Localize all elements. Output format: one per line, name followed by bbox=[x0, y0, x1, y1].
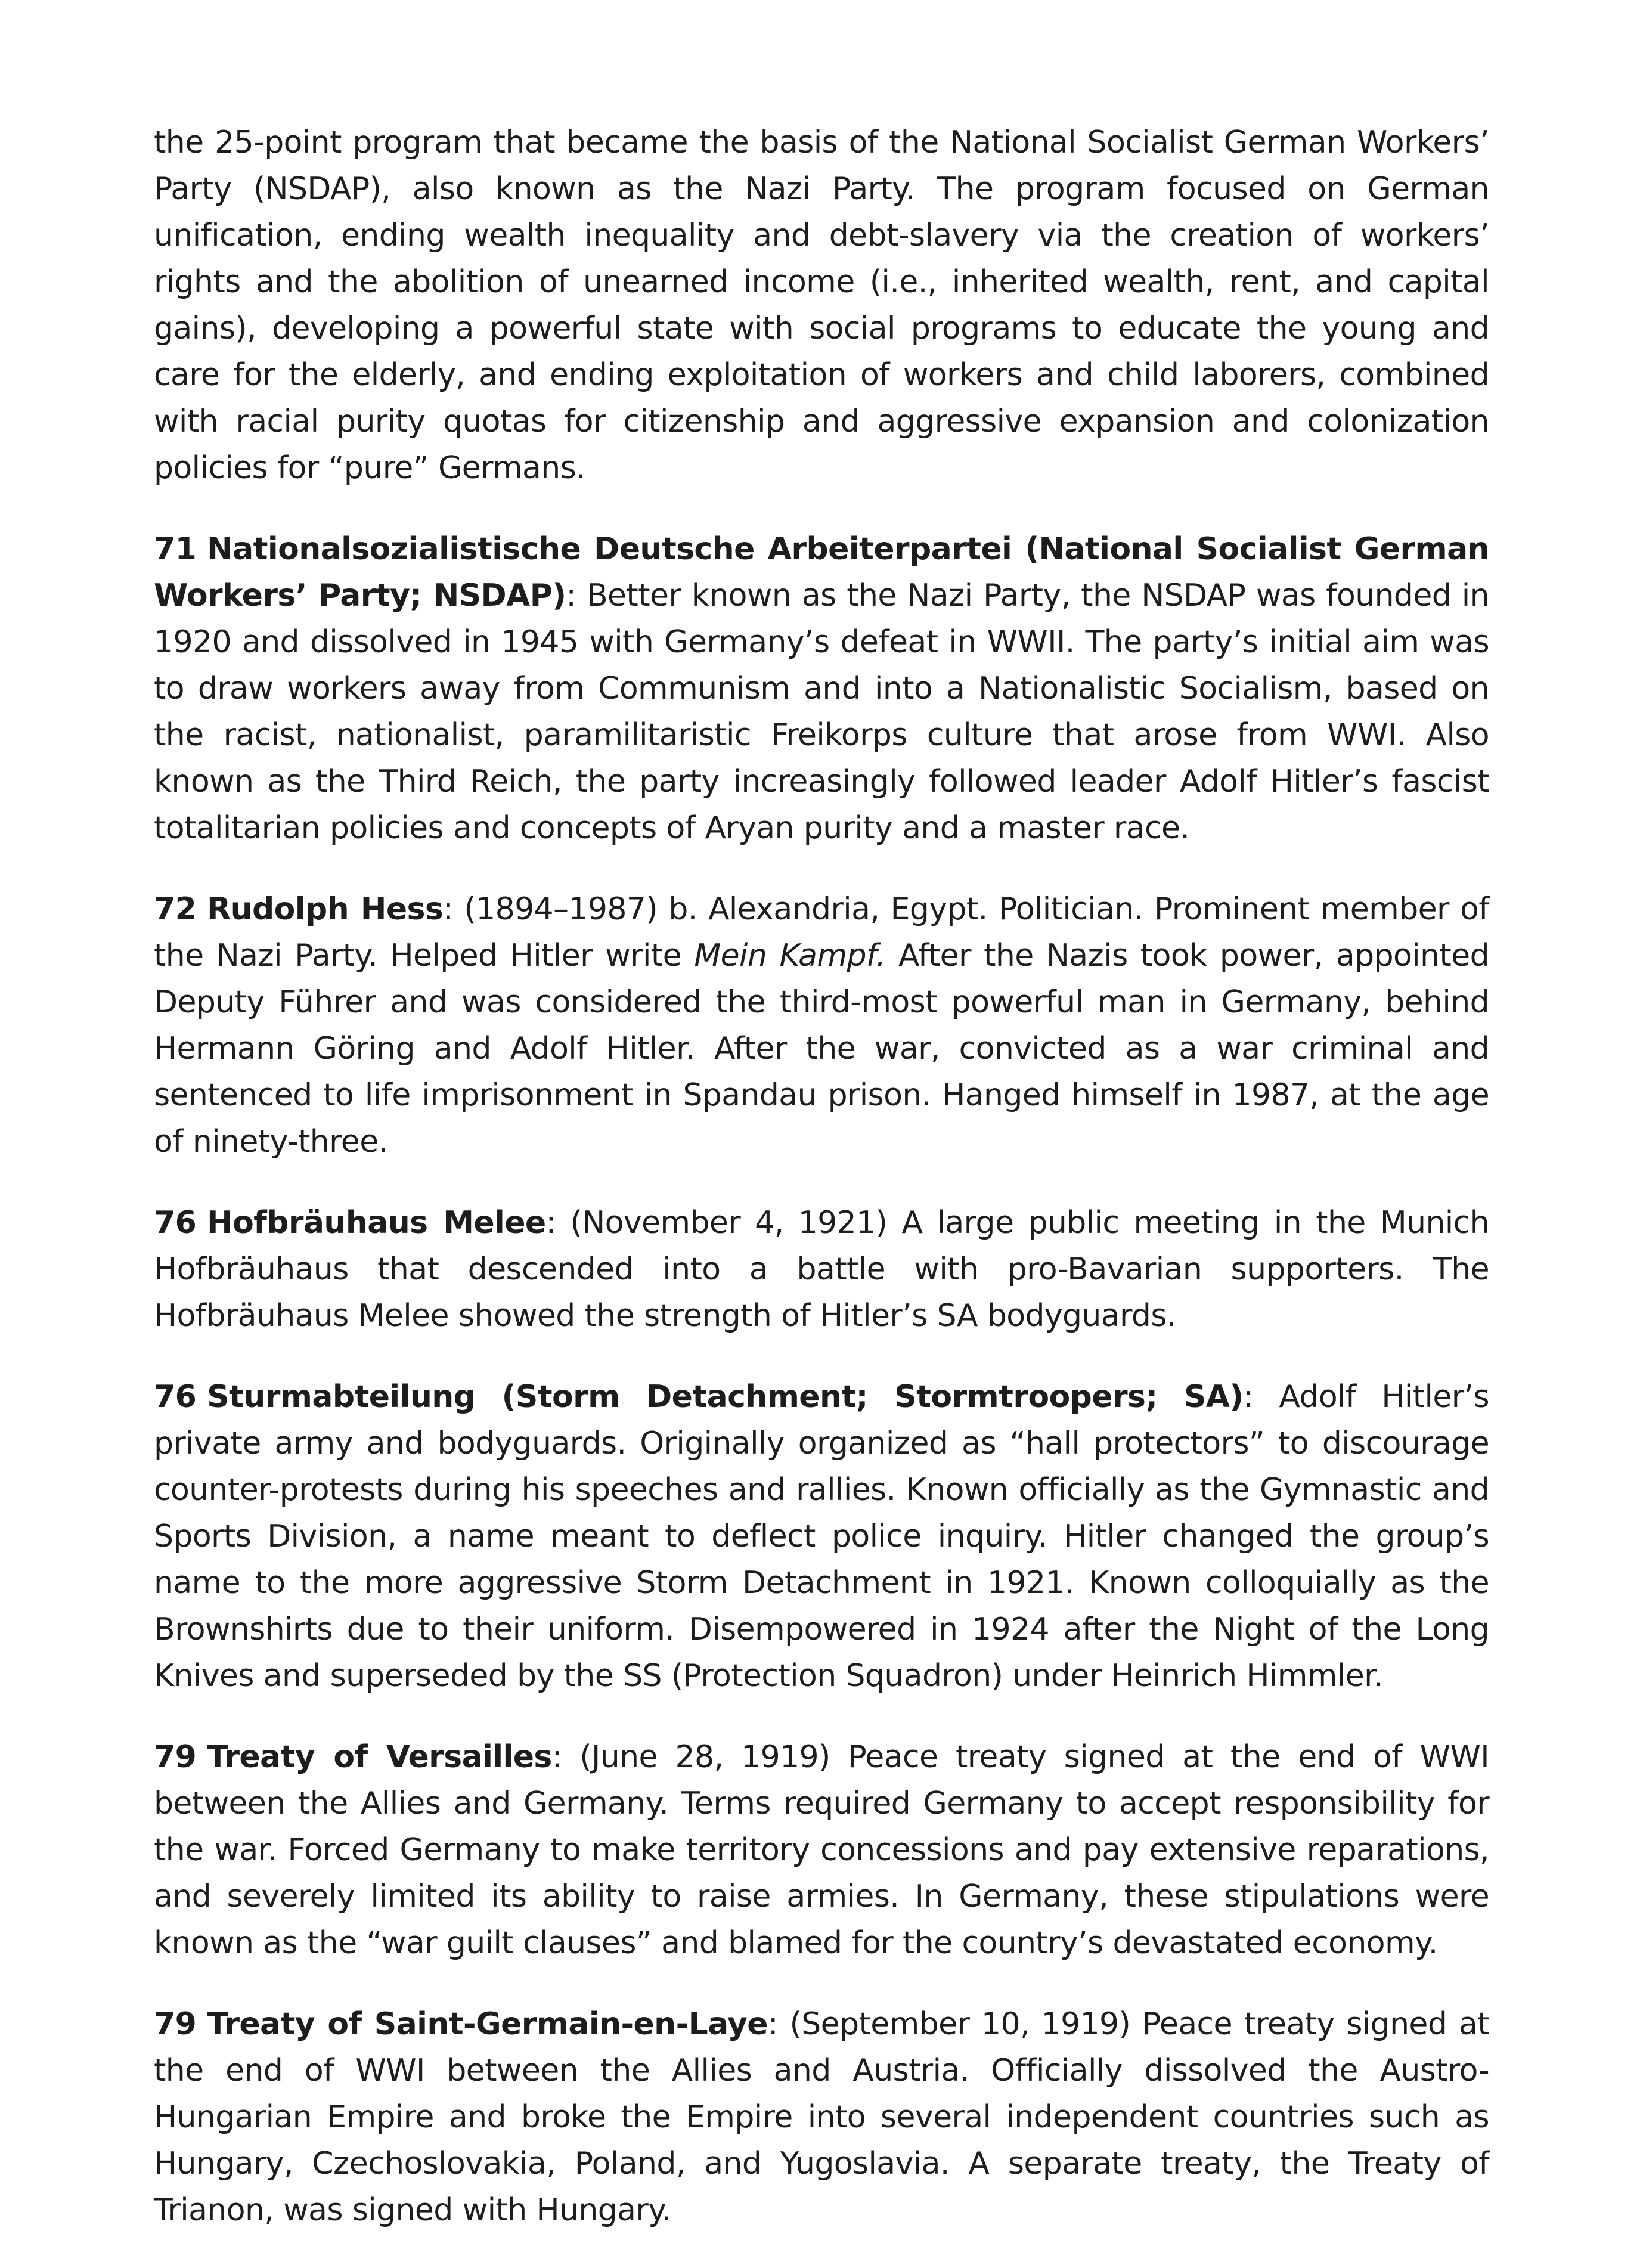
page-reference: 76 bbox=[154, 1205, 197, 1241]
entry-definition: : (November 4, 1921) A large public meeting in the Munich Hofbräuhaus that descended into a battle with pro-Bavarian supporters. The Hofbräuhaus Melee showed the strength of Hitler’s SA bodyguards. bbox=[154, 1205, 1489, 1334]
entry-term: Hofbräuhaus Melee bbox=[207, 1205, 546, 1241]
page-reference: 79 bbox=[154, 1739, 197, 1775]
glossary-entry-treaty-of-saint-germain bbox=[154, 2001, 1489, 2233]
entry-definition: : Better known as the Nazi Party, the NSDAP was founded in 1920 and dissolved in 1945 with Germany’s defeat in WWII. The party’s initial aim was to draw workers away from Communism and into a Nationalistic Socialism, based on the racist, nationalist, paramilitaristic Freikorps culture that arose from WWI. Also known as the Third Reich, the party increasingly followed leader Adolf Hitler’s fascist totalitarian policies and concepts of Aryan purity and a master race. bbox=[154, 578, 1489, 846]
document-page bbox=[154, 119, 1489, 2268]
glossary-entry-nsdap bbox=[154, 526, 1489, 851]
glossary-entry-treaty-of-versailles bbox=[154, 1734, 1489, 1966]
entry-term: Treaty of Saint-Germain-en-Laye bbox=[207, 2006, 768, 2042]
book-title: Mein Kampf. bbox=[694, 938, 886, 974]
intro-text: the 25-point program that became the basis of the National Socialist German Workers’ Party (NSDAP), also known as the Nazi Party. The program focused on German unification, ending wealth inequality and debt-slavery via the creation of workers’ rights and the abolition of unearned income (i.e., inherited wealth, rent, and capital gains), developing a powerful state with social programs to educate the young and care for the elderly, and ending exploitation of workers and child laborers, combined with racial purity quotas for citizenship and aggressive expansion and colonization policies for “pure” Germans. bbox=[154, 125, 1489, 486]
glossary-entry-hofbrauhaus-melee bbox=[154, 1200, 1489, 1339]
page-reference: 79 bbox=[154, 2006, 197, 2042]
entry-definition: : (September 10, 1919) Peace treaty signed at the end of WWI between the Allies and Austria. Officially dissolved the Austro-Hungarian Empire and broke the Empire into several independent countries such as Hungary, Czechoslovakia, Poland, and Yugoslavia. A separate treaty, the Treaty of Trianon, was signed with Hungary. bbox=[154, 2006, 1489, 2228]
entry-definition-part-1: : (1894–1987) b. Alexandria, Egypt. Politician. Prominent member of the Nazi Party. Helped Hitler write bbox=[154, 891, 1490, 974]
entry-term: Treaty of Versailles bbox=[207, 1739, 552, 1775]
entry-term: Nationalsozialistische Deutsche Arbeiterpartei (National Socialist German Workers’ Party; NSDAP) bbox=[154, 531, 1489, 614]
glossary-entry-sturmabteilung bbox=[154, 1374, 1489, 1699]
entry-definition: : (June 28, 1919) Peace treaty signed at the end of WWI between the Allies and Germany. Terms required Germany to accept responsibility for the war. Forced Germany to make territory concessions and pay extensive reparations, and severely limited its ability to raise armies. In Germany, these stipulations were known as the “war guilt clauses” and blamed for the country’s devastated economy. bbox=[154, 1739, 1489, 1961]
page-reference: 71 bbox=[154, 531, 197, 567]
entry-term: Sturmabteilung (Storm Detachment; Stormtroopers; SA) bbox=[207, 1379, 1244, 1415]
entry-definition-part-2: After the Nazis took power, appointed Deputy Führer and was considered the third-most powerful man in Germany, behind Hermann Göring and Adolf Hitler. After the war, convicted as a war criminal and sentenced to life imprisonment in Spandau prison. Hanged himself in 1987, at the age of ninety-three. bbox=[154, 938, 1489, 1160]
page-reference: 72 bbox=[154, 891, 197, 927]
entry-term: Rudolph Hess bbox=[207, 891, 444, 927]
entry-definition: : Adolf Hitler’s private army and bodyguards. Originally organized as “hall protectors” to discourage counter-protests during his speeches and rallies. Known officially as the Gymnastic and Sports Division, a name meant to deflect police inquiry. Hitler changed the group’s name to the more aggressive Storm Detachment in 1921. Known colloquially as the Brownshirts due to their uniform. Disempowered in 1924 after the Night of the Long Knives and superseded by the SS (Protection Squadron) under Heinrich Himmler. bbox=[154, 1379, 1489, 1694]
page-reference: 76 bbox=[154, 1379, 197, 1415]
intro-paragraph bbox=[154, 119, 1489, 491]
glossary-entry-rudolph-hess bbox=[154, 886, 1489, 1165]
